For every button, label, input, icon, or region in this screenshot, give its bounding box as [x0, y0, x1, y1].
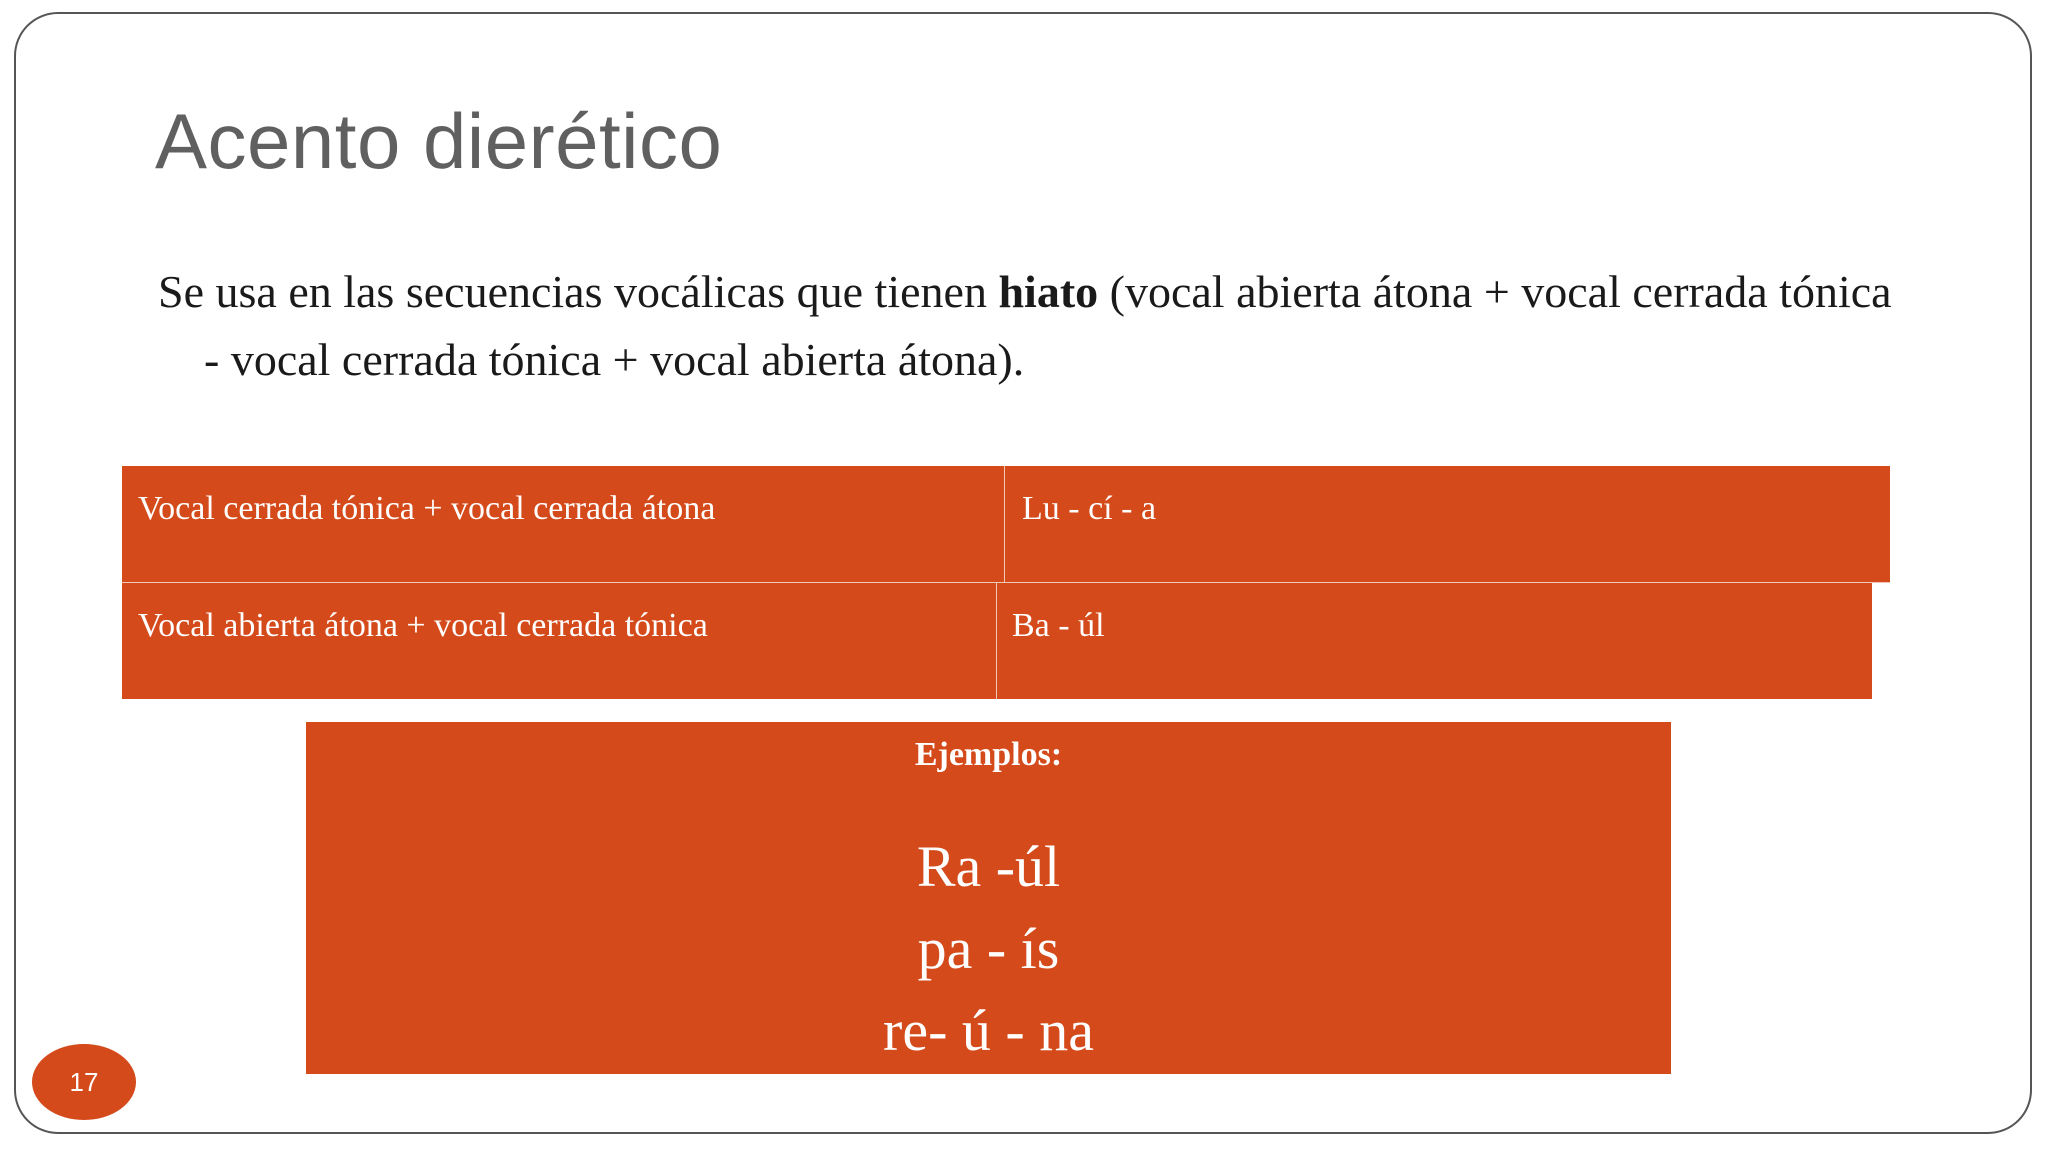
- body-paragraph: [158, 258, 1908, 394]
- body-text-prefix: Se usa en las secuencias vocálicas que tienen: [158, 266, 999, 317]
- body-text-bold: hiato: [998, 266, 1099, 317]
- example-line: re- ú - na: [883, 998, 1094, 1063]
- example-line: Ra -úl: [916, 834, 1061, 899]
- body-text-suffix: (vocal abierta átona + vocal cerrada tónica - vocal cerrada tónica + vocal abierta átona).: [204, 266, 1892, 385]
- table-row: [122, 583, 1872, 699]
- table-cell-left: Vocal abierta átona + vocal cerrada tónica: [138, 607, 708, 644]
- example-line: pa - ís: [917, 916, 1060, 981]
- examples-box: [306, 722, 1671, 1074]
- table-cell-right: Lu - cí - a: [1022, 490, 1157, 527]
- table-row-separator: [122, 582, 1890, 583]
- table-cell-right: Ba - úl: [1012, 607, 1105, 644]
- table-cell-divider: [1004, 466, 1005, 582]
- examples-title: Ejemplos:: [914, 736, 1063, 773]
- slide-title: Acento dierético: [155, 97, 723, 185]
- table-cell-divider: [996, 583, 997, 699]
- table-cell-left: Vocal cerrada tónica + vocal cerrada átona: [138, 490, 716, 527]
- table-row: [122, 466, 1890, 582]
- page-number-badge: 17: [32, 1044, 136, 1120]
